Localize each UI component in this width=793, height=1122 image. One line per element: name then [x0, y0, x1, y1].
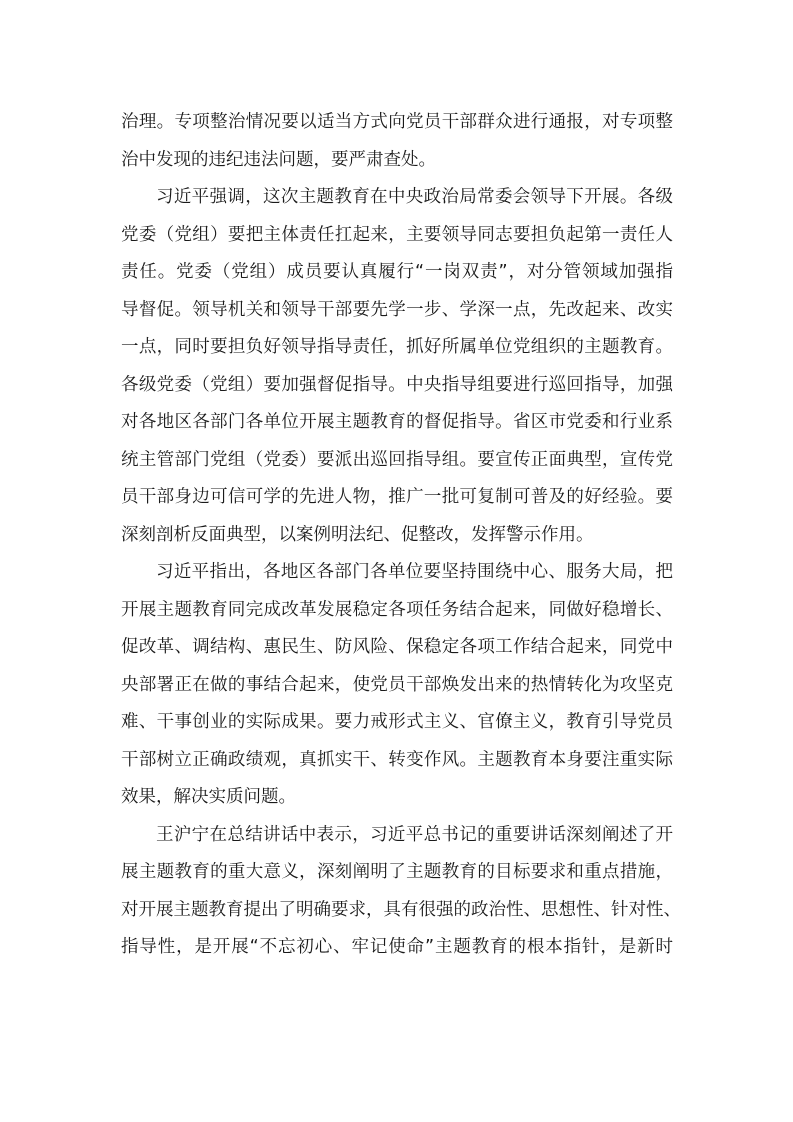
text-line: 央部署正在做的事结合起来，使党员干部焕发出来的热情转化为攻坚克: [121, 674, 673, 695]
text-line: 对各地区各部门各单位开展主题教育的督促指导。省区市党委和行业系: [121, 412, 673, 432]
text-line: 习近平强调，这次主题教育在中央政治局常委会领导下开展。各级: [156, 187, 673, 207]
text-line: 党委（党组）要把主体责任扛起来，主要领导同志要担负起第一责任人: [121, 224, 673, 245]
paragraph-3: [121, 554, 673, 817]
text-line: 员干部身边可信可学的先进人物，推广一批可复制可普及的好经验。要: [121, 487, 673, 507]
text-line: 导督促。领导机关和领导干部要先学一步、学深一点，先改起来、改实: [121, 299, 673, 320]
text-line: 王沪宁在总结讲话中表示，习近平总书记的重要讲话深刻阐述了开: [156, 824, 673, 845]
text-line: 展主题教育的重大意义，深刻阐明了主题教育的目标要求和重点措施，: [121, 862, 673, 882]
text-line: 习近平指出，各地区各部门各单位要坚持围绕中心、服务大局，把: [156, 562, 673, 582]
text-line: 干部树立正确政绩观，真抓实干、转变作风。主题教育本身要注重实际: [121, 749, 673, 770]
text-line: 一点，同时要担负好领导指导责任，抓好所属单位党组织的主题教育。: [121, 337, 673, 357]
text-line: 治中发现的违纪违法问题，要严肃查处。: [121, 149, 436, 170]
text-line: 深刻剖析反面典型，以案例明法纪、促整改，发挥警示作用。: [121, 524, 594, 545]
text-line: 各级党委（党组）要加强督促指导。中央指导组要进行巡回指导，加强: [121, 374, 673, 395]
text-line: 治理。专项整治情况要以适当方式向党员干部群众进行通报，对专项整: [121, 112, 673, 132]
paragraph-4: [121, 817, 681, 967]
text-line: 对开展主题教育提出了明确要求，具有很强的政治性、思想性、针对性、: [121, 899, 681, 920]
text-line: 效果，解决实质问题。: [121, 787, 296, 807]
text-line: 开展主题教育同完成改革发展稳定各项任务结合起来，同做好稳增长、: [121, 599, 673, 620]
paragraph-1: [121, 104, 673, 179]
text-line: 难、干事创业的实际成果。要力戒形式主义、官僚主义，教育引导党员: [121, 712, 673, 732]
text-line: 统主管部门党组（党委）要派出巡回指导组。要宣传正面典型，宣传党: [121, 449, 673, 470]
text-line: 促改革、调结构、惠民生、防风险、保稳定各项工作结合起来，同党中: [121, 637, 673, 657]
document-body: [121, 104, 681, 967]
paragraph-2: [121, 179, 673, 554]
text-line: 责任。党委（党组）成员要认真履行“一岗双责”，对分管领域加强指: [121, 262, 673, 282]
text-line: 指导性，是开展“不忘初心、牢记使命”主题教育的根本指针，是新时: [121, 937, 673, 957]
